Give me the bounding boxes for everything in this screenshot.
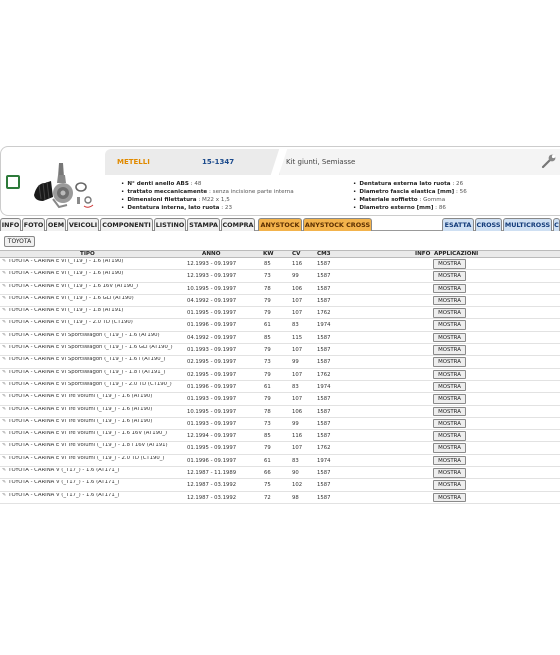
row-cv: 99 (292, 359, 299, 366)
row-kw: 61 (264, 457, 271, 464)
show-applications-button[interactable]: MOSTRA (433, 370, 466, 380)
table-row (0, 307, 560, 319)
row-kw: 79 (264, 371, 271, 378)
tab-info[interactable]: INFO (0, 218, 21, 231)
table-row (0, 442, 560, 454)
row-cm3: 1587 (317, 359, 331, 366)
row-cv: 107 (292, 297, 303, 304)
row-cv: 90 (292, 470, 299, 477)
row-cv: 83 (292, 383, 299, 390)
car-icon: ✎ (2, 271, 7, 277)
row-cm3: 1974 (317, 322, 331, 329)
table-row (0, 344, 560, 356)
row-tipo[interactable]: ✎ TOYOTA - CARINA V (_T17_) - 1.6 (AT171_) (2, 492, 120, 498)
row-anno: 01.1995 - 09.1997 (187, 310, 237, 317)
tab-compra[interactable]: COMPRA (221, 218, 255, 231)
row-kw: 79 (264, 445, 271, 452)
car-icon: ✎ (2, 381, 7, 387)
table-row (0, 319, 560, 331)
row-kw: 61 (264, 383, 271, 390)
row-tipo[interactable]: ✎ TOYOTA - CARINA E VI (_T19_) - 1.8 (AT191) (2, 308, 124, 314)
row-tipo[interactable]: ✎ TOYOTA - CARINA E VI (_T19_) - 1.6 16V (AT190_) (2, 283, 139, 289)
row-kw: 78 (264, 408, 271, 415)
row-anno: 01.1993 - 09.1997 (187, 420, 237, 427)
show-applications-button[interactable]: MOSTRA (433, 382, 466, 392)
show-applications-button[interactable]: MOSTRA (433, 320, 466, 330)
tab-oem[interactable]: OEM (46, 218, 66, 231)
row-cv: 106 (292, 285, 303, 292)
tab-anystock-cross[interactable]: ANYSTOCK CROSS (303, 218, 372, 231)
row-cm3: 1587 (317, 285, 331, 292)
row-tipo[interactable]: ✎ TOYOTA - CARINA E VI (_T19_) - 2.0 TD (CT190) (2, 320, 133, 326)
row-anno: 12.1987 - 11.1989 (187, 470, 237, 477)
row-cm3: 1762 (317, 310, 331, 317)
product-description: Kit giunti, Semiasse (286, 158, 356, 166)
spec-item: • Diametro fascia elastica [mm] : 56 (353, 189, 467, 195)
row-cv: 83 (292, 457, 299, 464)
tab-c[interactable]: C (553, 218, 560, 231)
row-cm3: 1587 (317, 494, 331, 501)
car-icon: ✎ (2, 418, 7, 424)
show-applications-button[interactable]: MOSTRA (433, 419, 466, 429)
row-cm3: 1587 (317, 470, 331, 477)
row-tipo[interactable]: ✎ TOYOTA - CARINA E VI Sportswagon (_T19_) - 1.6 GLI (AT190_) (2, 345, 173, 351)
row-anno: 12.1993 - 09.1997 (187, 273, 237, 280)
product-brand: METELLI (117, 158, 150, 166)
row-tipo[interactable]: ✎ TOYOTA - CARINA E VI (_T19_) - 1.6 GLI (AT190) (2, 295, 134, 301)
product-image (31, 161, 99, 213)
row-anno: 01.1995 - 09.1997 (187, 445, 237, 452)
row-anno: 01.1996 - 09.1997 (187, 457, 237, 464)
row-tipo[interactable]: ✎ TOYOTA - CARINA E VI Sportswagon (_T19_) - 2.0 TD (CT190_) (2, 381, 172, 387)
col-tipo[interactable]: TIPO (80, 251, 95, 257)
row-cv: 107 (292, 347, 303, 354)
wrench-icon[interactable] (541, 153, 557, 169)
row-kw: 79 (264, 297, 271, 304)
col-cm3[interactable]: CM3 (317, 251, 331, 257)
spec-item: • Dentatura interna, lato ruota : 23 (121, 205, 233, 211)
row-cm3: 1587 (317, 408, 331, 415)
car-icon: ✎ (2, 295, 7, 301)
row-cv: 83 (292, 322, 299, 329)
row-anno: 01.1996 - 09.1997 (187, 383, 237, 390)
row-anno: 04.1992 - 09.1997 (187, 297, 237, 304)
show-applications-button[interactable]: MOSTRA (433, 296, 466, 306)
car-icon: ✎ (2, 357, 7, 363)
row-tipo[interactable]: ✎ TOYOTA - CARINA E VI Tre volumi (_T19_) - 1.6 (AT190) (2, 394, 153, 400)
car-icon: ✎ (2, 332, 7, 338)
tab-anystock[interactable]: ANYSTOCK (258, 218, 302, 231)
table-row (0, 492, 560, 504)
car-icon: ✎ (2, 492, 7, 498)
row-cv: 106 (292, 408, 303, 415)
row-tipo[interactable]: ✎ TOYOTA - CARINA E VI Tre volumi (_T19_) - 1.8 i 16V (AT191) (2, 443, 168, 449)
show-applications-button[interactable]: MOSTRA (433, 468, 466, 478)
show-applications-button[interactable]: MOSTRA (433, 493, 466, 503)
row-anno: 12.1993 - 09.1997 (187, 261, 237, 267)
car-icon: ✎ (2, 455, 7, 461)
row-cv: 116 (292, 261, 303, 267)
spec-item: • N° denti anello ABS : 48 (121, 181, 202, 187)
make-filter-button[interactable]: TOYOTA (4, 236, 35, 247)
row-anno: 01.1996 - 09.1997 (187, 322, 237, 329)
row-anno: 12.1994 - 09.1997 (187, 433, 237, 440)
tab-veicoli[interactable]: VEICOLI (67, 218, 99, 231)
table-row (0, 332, 560, 344)
row-kw: 85 (264, 433, 271, 440)
col-anno[interactable]: ANNO (202, 251, 221, 257)
row-cm3: 1974 (317, 383, 331, 390)
row-anno: 04.1992 - 09.1997 (187, 334, 237, 341)
car-icon: ✎ (2, 259, 7, 264)
show-applications-button[interactable]: MOSTRA (433, 407, 466, 417)
table-row (0, 295, 560, 307)
row-kw: 85 (264, 261, 271, 267)
row-kw: 79 (264, 396, 271, 403)
tab-foto[interactable]: FOTO (22, 218, 45, 231)
row-cv: 102 (292, 482, 303, 489)
car-icon: ✎ (2, 406, 7, 412)
row-tipo[interactable]: ✎ TOYOTA - CARINA E VI Tre volumi (_T19_) - 1.6 (AT190) (2, 418, 153, 424)
row-tipo[interactable]: ✎ TOYOTA - CARINA E VI Tre volumi (_T19_) - 1.6 (AT190) (2, 406, 153, 412)
row-kw: 66 (264, 470, 271, 477)
table-row (0, 356, 560, 368)
row-kw: 72 (264, 494, 271, 501)
row-cv: 99 (292, 273, 299, 280)
show-applications-button[interactable]: MOSTRA (433, 284, 466, 294)
table-row (0, 418, 560, 430)
row-kw: 85 (264, 334, 271, 341)
show-applications-button[interactable]: MOSTRA (433, 394, 466, 404)
row-tipo[interactable]: ✎ TOYOTA - CARINA V (_T17_) - 1.6 (AT171_) (2, 468, 120, 474)
table-row (0, 258, 560, 270)
tab-multicross[interactable]: MULTICROSS (503, 218, 552, 231)
row-cm3: 1587 (317, 396, 331, 403)
row-cm3: 1587 (317, 273, 331, 280)
table-row (0, 283, 560, 295)
col-cv[interactable]: CV (292, 251, 301, 257)
row-cm3: 1762 (317, 445, 331, 452)
row-cv: 98 (292, 494, 299, 501)
row-anno: 12.1987 - 03.1992 (187, 494, 237, 501)
row-tipo[interactable]: ✎ TOYOTA - CARINA E VI (_T19_) - 1.6 (AT190) (2, 259, 124, 264)
table-row (0, 369, 560, 381)
show-applications-button[interactable]: MOSTRA (433, 443, 466, 453)
row-cm3: 1587 (317, 297, 331, 304)
row-tipo[interactable]: ✎ TOYOTA - CARINA E VI (_T19_) - 1.6 (AT190) (2, 271, 124, 277)
row-tipo[interactable]: ✎ TOYOTA - CARINA E VI Sportswagon (_T19_) - 1.6 (AT190) (2, 332, 160, 338)
car-icon: ✎ (2, 431, 7, 437)
tab-stampa[interactable]: STAMPA (187, 218, 220, 231)
table-row (0, 381, 560, 393)
row-cv: 107 (292, 445, 303, 452)
col-kw[interactable]: KW (263, 251, 274, 257)
row-cv: 115 (292, 334, 303, 341)
col-info: INFO (415, 251, 431, 257)
row-tipo[interactable]: ✎ TOYOTA - CARINA E VI Sportswagon (_T19_) - 1.6 i (AT190_) (2, 357, 166, 363)
row-anno: 01.1993 - 09.1997 (187, 396, 237, 403)
row-anno: 10.1995 - 09.1997 (187, 408, 237, 415)
specs-right (353, 180, 467, 212)
row-kw: 73 (264, 273, 271, 280)
spec-item: • Dentatura esterna lato ruota : 26 (353, 181, 464, 187)
row-tipo[interactable]: ✎ TOYOTA - CARINA E VI Tre volumi (_T19_) - 1.6 16V (AT190_) (2, 431, 168, 437)
product-card (0, 146, 560, 216)
car-icon: ✎ (2, 369, 7, 375)
row-cm3: 1587 (317, 420, 331, 427)
row-cm3: 1587 (317, 261, 331, 267)
row-kw: 61 (264, 322, 271, 329)
row-cv: 99 (292, 420, 299, 427)
row-kw: 75 (264, 482, 271, 489)
row-anno: 02.1995 - 09.1997 (187, 371, 237, 378)
row-anno: 02.1995 - 09.1997 (187, 359, 237, 366)
show-applications-button[interactable]: MOSTRA (433, 308, 466, 318)
tab-esatta[interactable]: ESATTA (442, 218, 474, 231)
table-row (0, 467, 560, 479)
spec-item: • Dimensioni filettatura : M22 x 1,5 (121, 197, 230, 203)
table-row (0, 479, 560, 491)
show-applications-button[interactable]: MOSTRA (433, 259, 466, 269)
spec-item: • Materiale soffietto : Gomma (353, 197, 446, 203)
row-cm3: 1587 (317, 347, 331, 354)
table-header (0, 250, 560, 258)
car-icon: ✎ (2, 345, 7, 351)
row-anno: 01.1993 - 09.1997 (187, 347, 237, 354)
vehicle-table (0, 258, 560, 504)
row-tipo[interactable]: ✎ TOYOTA - CARINA E VI Tre volumi (_T19_) - 2.0 TD (CT190_) (2, 455, 165, 461)
row-cm3: 1587 (317, 334, 331, 341)
row-cm3: 1762 (317, 371, 331, 378)
show-applications-button[interactable]: MOSTRA (433, 480, 466, 490)
tab-listino[interactable]: LISTINO (154, 218, 186, 231)
product-code[interactable]: 15-1347 (202, 158, 235, 166)
car-icon: ✎ (2, 443, 7, 449)
row-cm3: 1974 (317, 457, 331, 464)
select-checkbox[interactable] (6, 175, 20, 189)
spec-item: • Diametro esterno [mm] : 86 (353, 205, 446, 211)
row-cv: 107 (292, 371, 303, 378)
table-row (0, 430, 560, 442)
car-icon: ✎ (2, 468, 7, 474)
row-cv: 107 (292, 310, 303, 317)
car-icon: ✎ (2, 320, 7, 326)
row-kw: 79 (264, 310, 271, 317)
row-cv: 107 (292, 396, 303, 403)
row-anno: 12.1987 - 03.1992 (187, 482, 237, 489)
car-icon: ✎ (2, 308, 7, 314)
row-tipo[interactable]: ✎ TOYOTA - CARINA V (_T17_) - 1.6 (AT171_) (2, 480, 120, 486)
spec-item: • trattato meccanicamente : senza incisione parte interna (121, 189, 294, 195)
row-kw: 73 (264, 420, 271, 427)
table-row (0, 406, 560, 418)
car-icon: ✎ (2, 394, 7, 400)
row-cv: 116 (292, 433, 303, 440)
row-tipo[interactable]: ✎ TOYOTA - CARINA E VI Sportswagon (_T19_) - 1.8 i (AT191_) (2, 369, 166, 375)
row-cm3: 1587 (317, 433, 331, 440)
show-applications-button[interactable]: MOSTRA (433, 456, 466, 466)
show-applications-button[interactable]: MOSTRA (433, 333, 466, 343)
col-applicazioni: APPLICAZIONI (434, 251, 479, 257)
row-cm3: 1587 (317, 482, 331, 489)
car-icon: ✎ (2, 283, 7, 289)
table-row (0, 455, 560, 467)
row-kw: 78 (264, 285, 271, 292)
show-applications-button[interactable]: MOSTRA (433, 357, 466, 367)
show-applications-button[interactable]: MOSTRA (433, 345, 466, 355)
car-icon: ✎ (2, 480, 7, 486)
tab-bar (0, 218, 560, 231)
show-applications-button[interactable]: MOSTRA (433, 271, 466, 281)
table-row (0, 393, 560, 405)
tab-cross[interactable]: CROSS (475, 218, 502, 231)
tab-componenti[interactable]: COMPONENTI (100, 218, 153, 231)
row-kw: 79 (264, 347, 271, 354)
table-row (0, 270, 560, 282)
row-kw: 73 (264, 359, 271, 366)
specs-left (121, 180, 294, 212)
row-anno: 10.1995 - 09.1997 (187, 285, 237, 292)
show-applications-button[interactable]: MOSTRA (433, 431, 466, 441)
